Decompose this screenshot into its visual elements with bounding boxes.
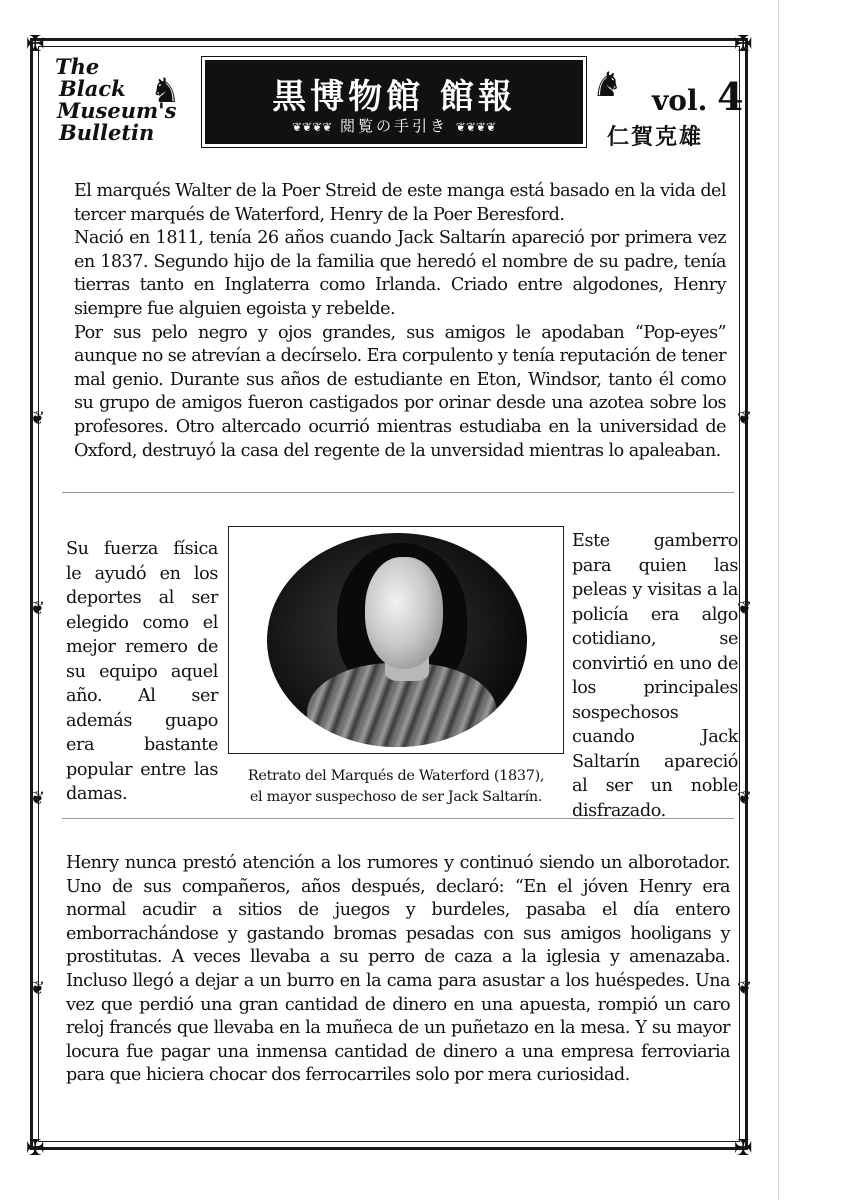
side-ornament-icon: ❦	[737, 978, 753, 999]
masthead-banner	[205, 60, 583, 144]
logo-line: Bulletin	[59, 120, 155, 145]
seahorse-ornament-icon: ♞	[150, 71, 181, 111]
left-column-text	[66, 537, 218, 807]
closing-text	[66, 852, 730, 1088]
masthead-jp-subtitle: 閲覧の手引き	[339, 117, 448, 135]
volume-prefix: vol.	[652, 84, 708, 117]
masthead-jp-title: 黒博物館 館報	[272, 77, 516, 117]
portrait-oval	[267, 533, 527, 747]
side-ornament-icon: ❦	[30, 978, 46, 999]
masthead-jp-subtitle-row	[208, 115, 580, 136]
bulletin-logo	[55, 54, 177, 145]
volume-label	[652, 74, 744, 119]
side-ornament-icon: ❦	[30, 598, 46, 619]
portrait-caption	[228, 766, 564, 807]
side-ornament-icon: ❦	[737, 598, 753, 619]
flourish-icon: ❦❦❦❦	[291, 120, 333, 134]
corner-ornament-icon: ✠	[734, 32, 753, 57]
intro-paragraph: El marqués Walter de la Poer Streid de este manga está basado en la vida del tercer marqués de Waterford, Henry de la Poer Beresford.	[74, 181, 726, 225]
corner-ornament-icon: ✠	[26, 1136, 45, 1161]
page-edge	[778, 0, 779, 1200]
closing-paragraph: Henry nunca prestó atención a los rumores y continuó siendo un alborotador. Uno de sus compañeros, años después, declaró: “En el jóven Henry era normal acudir a sitios de juegos y burdeles, pasaba el día entero emborrachándose y gastando bromas pesadas con sus amigos hooligans y prostitutas. A veces llevaba a su perro de caza a la iglesia y amenazaba. Incluso llegó a dejar a un burro en la cama para asustar a los huéspedes. Una vez que perdió una gran cantidad de dinero en una apuesta, rompió un caro reloj francés que llevaba en la muñeca de un puñetazo en la mesa. Y su mayor locura fue pagar una inmensa cantidad de dinero a una empresa ferroviaria para que hiciera chocar dos ferrocarriles solo por mera curiosidad.	[66, 853, 730, 1086]
caption-line: Retrato del Marqués de Waterford (1837),	[247, 768, 545, 784]
author-name: 仁賀克雄	[607, 125, 704, 150]
portrait-image	[228, 526, 564, 754]
corner-ornament-icon: ✠	[734, 1136, 753, 1161]
caption-line: el mayor suspechoso de ser Jack Saltarín.	[249, 788, 543, 805]
intro-paragraph: Por sus pelo negro y ojos grandes, sus amigos le apodaban “Pop-eyes” aunque no se atrevían a decírselo. Era corpulento y tenía reputación de tener mal genio. Durante sus años de estudiante en Eton, Windsor, tanto él como su grupo de amigos fueron castigados por orinar desde una azotea sobre los profesores. Otro altercado ocurrió mientras estudiaba en la universidad de Oxford, destruyó la casa del regente de la unversidad mientras lo apaleaban.	[74, 322, 726, 461]
volume-number: 4	[717, 74, 744, 119]
seahorse-ornament-icon: ♞	[592, 65, 623, 105]
logo-line: Museum's	[57, 98, 177, 123]
side-ornament-icon: ❦	[737, 788, 753, 809]
section-divider	[62, 818, 734, 819]
left-column-paragraph: Su fuerza física le ayudó en los deportes al ser elegido como el mejor remero de su equipo aquel año. Al ser además guapo era bastante popular entre las damas.	[66, 539, 218, 804]
logo-line: The	[55, 54, 100, 79]
portrait-face	[365, 557, 443, 669]
right-column-paragraph: Este gamberro para quien las peleas y visitas a la policía era algo cotidiano, se convirtió en uno de los principales sospechosos cuando Jack Saltarín apareció al ser un noble disfrazado.	[572, 531, 738, 821]
logo-line: Black	[59, 76, 126, 101]
corner-ornament-icon: ✠	[26, 32, 45, 57]
intro-paragraph: Nació en 1811, tenía 26 años cuando Jack Saltarín apareció por primera vez en 1837. Segundo hijo de la familia que heredó el nombre de su padre, tenía tierras tanto en Inglaterra como Irlanda. Criado entre algodones, Henry siempre fue alguien egoista y rebelde.	[74, 228, 726, 319]
side-ornament-icon: ❦	[30, 788, 46, 809]
intro-text	[74, 180, 726, 463]
side-ornament-icon: ❦	[30, 408, 46, 429]
flourish-icon: ❦❦❦❦	[455, 120, 496, 134]
section-divider	[62, 492, 734, 493]
right-column-text	[572, 529, 738, 823]
side-ornament-icon: ❦	[737, 408, 753, 429]
